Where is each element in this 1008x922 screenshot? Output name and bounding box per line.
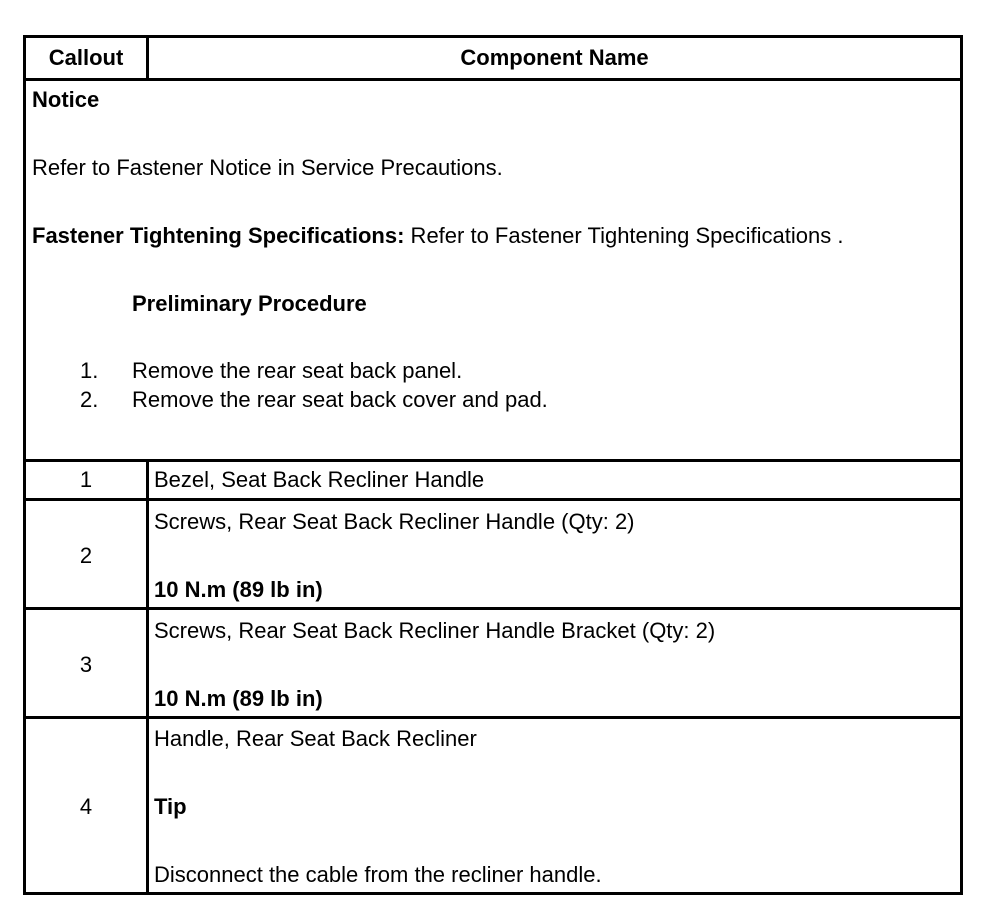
component-table (23, 35, 963, 895)
step-text: Remove the rear seat back cover and pad. (132, 387, 548, 412)
preliminary-procedure-heading: Preliminary Procedure (132, 291, 367, 316)
header-component-name: Component Name (460, 45, 649, 70)
notice-separator (26, 459, 960, 462)
fastener-spec-label: Fastener Tightening Specifications: (32, 223, 405, 248)
header-callout: Callout (48, 45, 124, 70)
callout-number: 1 (79, 467, 93, 492)
notice-heading: Notice (32, 87, 100, 112)
row-separator (26, 607, 960, 610)
step-number: 2. (80, 387, 99, 412)
fastener-spec-text: Refer to Fastener Tightening Specifications . (404, 223, 844, 248)
row-separator (26, 716, 960, 719)
row-separator (26, 498, 960, 501)
callout-number: 4 (79, 794, 93, 819)
notice-text: Refer to Fastener Notice in Service Precautions. (32, 155, 503, 180)
tip-label: Tip (154, 794, 187, 819)
tip-text: Disconnect the cable from the recliner handle. (154, 862, 602, 887)
step-number: 1. (80, 358, 99, 383)
torque-spec: 10 N.m (89 lb in) (154, 577, 323, 602)
component-name: Handle, Rear Seat Back Recliner (154, 726, 477, 751)
component-name: Screws, Rear Seat Back Recliner Handle Bracket (Qty: 2) (154, 618, 716, 643)
step-text: Remove the rear seat back panel. (132, 358, 463, 383)
column-divider (146, 462, 149, 892)
callout-number: 2 (79, 543, 93, 568)
header-separator (26, 78, 960, 81)
fastener-spec-line (32, 223, 843, 249)
component-name: Screws, Rear Seat Back Recliner Handle (Qty: 2) (154, 509, 635, 534)
component-name: Bezel, Seat Back Recliner Handle (154, 467, 485, 492)
torque-spec: 10 N.m (89 lb in) (154, 686, 323, 711)
callout-number: 3 (79, 652, 93, 677)
